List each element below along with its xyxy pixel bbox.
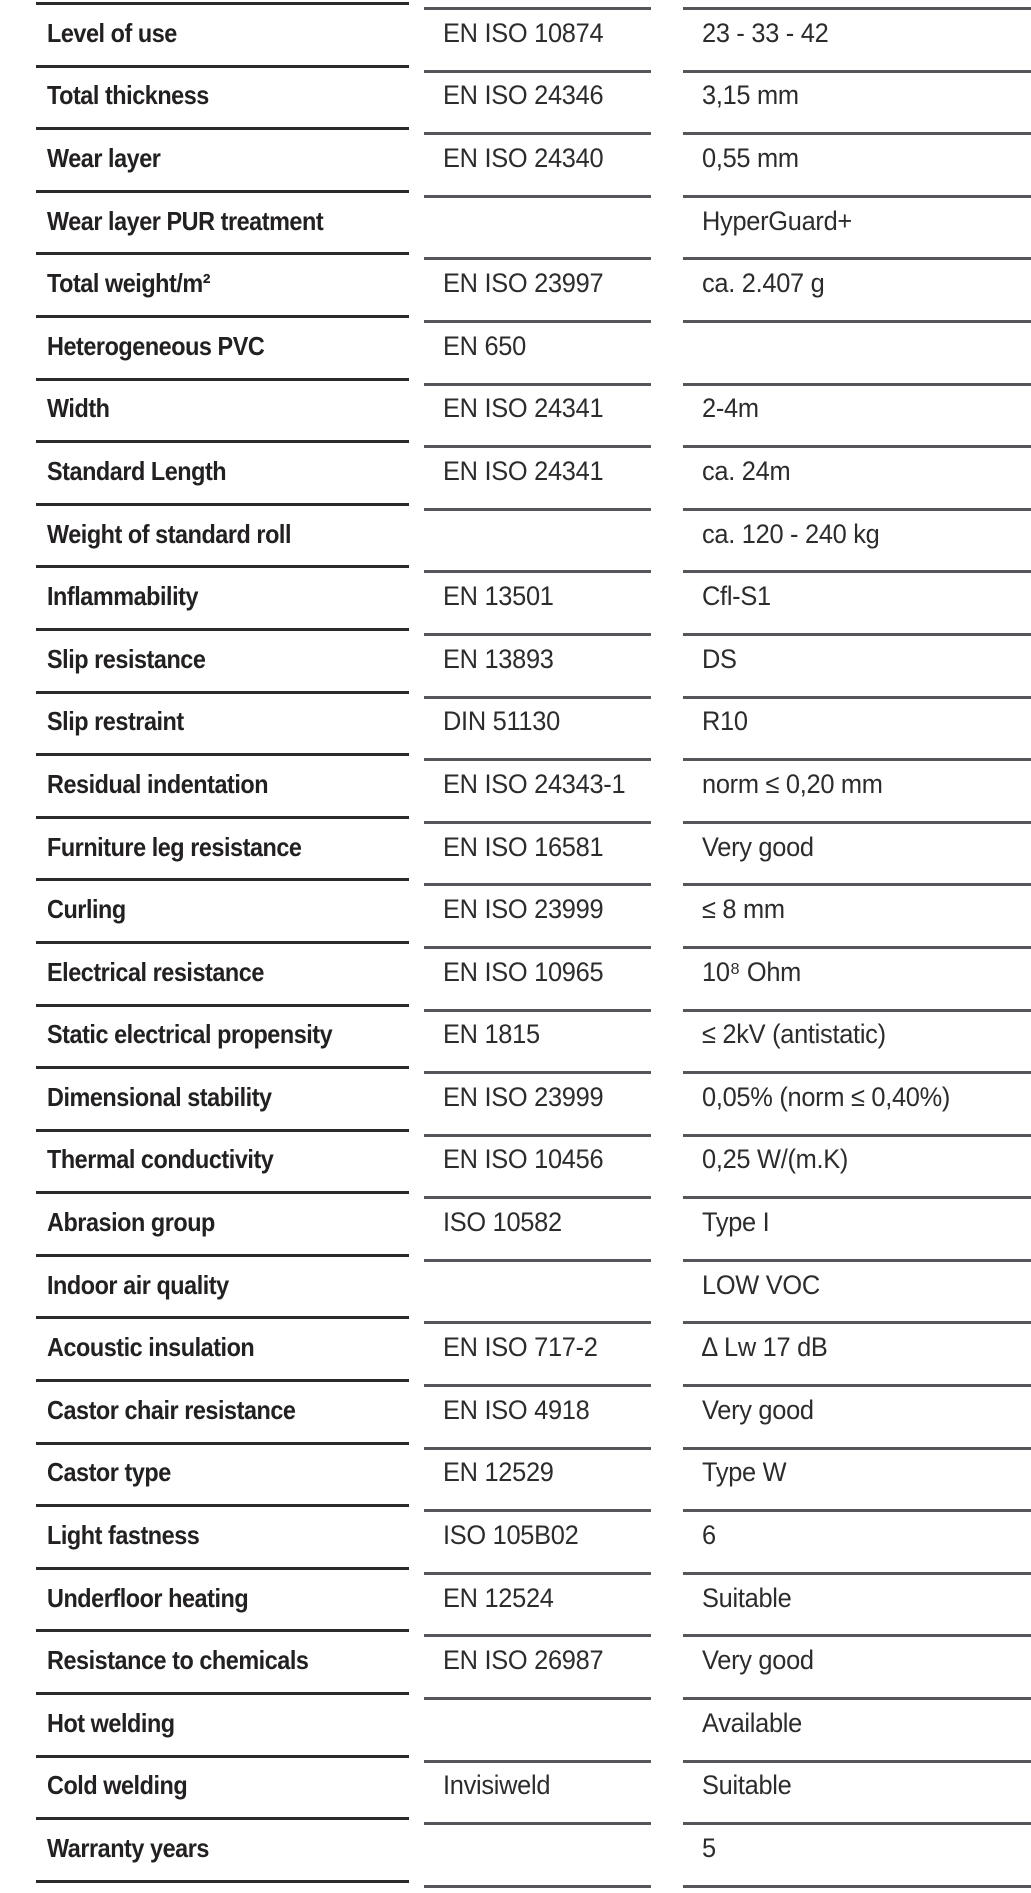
value-cell xyxy=(683,67,1031,130)
standard-cell xyxy=(424,1819,651,1882)
property-cell xyxy=(36,129,409,192)
table-row xyxy=(0,1131,1031,1194)
table-row xyxy=(0,567,1031,630)
property-cell xyxy=(36,1381,409,1444)
value-label: 2-4m xyxy=(702,393,759,424)
standard-cell xyxy=(424,505,651,568)
property-cell xyxy=(36,693,409,756)
property-label: Slip restraint xyxy=(47,706,184,737)
property-label: Electrical resistance xyxy=(47,956,264,987)
property-cell xyxy=(36,1694,409,1757)
standard-label: EN ISO 24343-1 xyxy=(443,768,626,799)
property-cell xyxy=(36,1318,409,1381)
standard-cell xyxy=(424,1006,651,1069)
value-cell xyxy=(683,1694,1031,1757)
property-label: Standard Length xyxy=(47,455,227,486)
standard-cell xyxy=(424,1068,651,1131)
property-cell xyxy=(36,880,409,943)
table-row xyxy=(0,630,1031,693)
value-label: 0,05% (norm ≤ 0,40%) xyxy=(702,1081,951,1112)
standard-cell xyxy=(424,192,651,255)
standard-label: EN ISO 24341 xyxy=(443,455,604,486)
standard-label: DIN 51130 xyxy=(443,706,560,737)
table-row xyxy=(0,1318,1031,1381)
standard-cell xyxy=(424,4,651,67)
property-label: Acoustic insulation xyxy=(47,1332,255,1363)
property-cell xyxy=(36,1131,409,1194)
value-label: DS xyxy=(702,643,737,674)
value-cell xyxy=(683,129,1031,192)
standard-cell xyxy=(424,880,651,943)
value-cell xyxy=(683,317,1031,380)
property-cell xyxy=(36,567,409,630)
property-label: Castor chair resistance xyxy=(47,1394,296,1425)
table-row xyxy=(0,1757,1031,1820)
standard-label: EN ISO 23997 xyxy=(443,268,604,299)
value-cell xyxy=(683,1193,1031,1256)
property-label: Wear layer PUR treatment xyxy=(47,205,324,236)
standard-cell xyxy=(424,1193,651,1256)
value-cell xyxy=(683,1444,1031,1507)
value-label: 23 - 33 - 42 xyxy=(702,17,829,48)
table-row xyxy=(0,1006,1031,1069)
property-cell xyxy=(36,442,409,505)
table-row xyxy=(0,755,1031,818)
table-row xyxy=(0,505,1031,568)
value-label: Cfl-S1 xyxy=(702,581,771,612)
value-cell xyxy=(683,1819,1031,1882)
value-label: HyperGuard+ xyxy=(702,205,852,236)
table-row xyxy=(0,1694,1031,1757)
property-label: Curling xyxy=(47,894,126,925)
standard-cell xyxy=(424,380,651,443)
value-label: 3,15 mm xyxy=(702,80,799,111)
value-cell xyxy=(683,192,1031,255)
standard-cell xyxy=(424,129,651,192)
property-label: Slip resistance xyxy=(47,643,206,674)
property-label: Resistance to chemicals xyxy=(47,1645,309,1676)
value-cell xyxy=(683,1569,1031,1632)
standard-label: ISO 105B02 xyxy=(443,1520,579,1551)
standard-label: EN ISO 23999 xyxy=(443,894,604,925)
standard-label: EN 13501 xyxy=(443,581,554,612)
standard-label: EN ISO 10874 xyxy=(443,17,604,48)
standard-label: EN ISO 16581 xyxy=(443,831,604,862)
table-row xyxy=(0,442,1031,505)
property-label: Dimensional stability xyxy=(47,1081,272,1112)
standard-label: EN 13893 xyxy=(443,643,554,674)
property-label: Total weight/m² xyxy=(47,268,211,299)
value-cell xyxy=(683,943,1031,1006)
property-cell xyxy=(36,1006,409,1069)
standard-cell xyxy=(424,755,651,818)
property-label: Indoor air quality xyxy=(47,1269,229,1300)
value-cell xyxy=(683,1318,1031,1381)
value-cell xyxy=(683,630,1031,693)
table-row xyxy=(0,818,1031,881)
standard-label: Invisiweld xyxy=(443,1770,551,1801)
value-cell xyxy=(683,254,1031,317)
value-cell xyxy=(683,4,1031,67)
value-label: Very good xyxy=(702,1645,814,1676)
table-row xyxy=(0,317,1031,380)
spec-table xyxy=(0,4,1031,1882)
table-row xyxy=(0,129,1031,192)
value-cell xyxy=(683,1131,1031,1194)
value-cell xyxy=(683,505,1031,568)
table-row xyxy=(0,67,1031,130)
table-row xyxy=(0,1256,1031,1319)
value-label: LOW VOC xyxy=(702,1269,820,1300)
property-label: Width xyxy=(47,393,110,424)
value-label: 5 xyxy=(702,1833,716,1864)
property-cell xyxy=(36,1193,409,1256)
property-label: Residual indentation xyxy=(47,768,269,799)
table-row xyxy=(0,1193,1031,1256)
table-row xyxy=(0,1819,1031,1882)
property-cell xyxy=(36,630,409,693)
table-row xyxy=(0,1631,1031,1694)
table-row xyxy=(0,693,1031,756)
value-cell xyxy=(683,818,1031,881)
value-label: R10 xyxy=(702,706,748,737)
value-label: Very good xyxy=(702,1394,814,1425)
property-label: Total thickness xyxy=(47,80,209,111)
property-cell xyxy=(36,755,409,818)
property-cell xyxy=(36,4,409,67)
value-label: 0,55 mm xyxy=(702,142,799,173)
standard-cell xyxy=(424,67,651,130)
standard-cell xyxy=(424,943,651,1006)
standard-cell xyxy=(424,1318,651,1381)
property-cell xyxy=(36,505,409,568)
property-label: Inflammability xyxy=(47,581,199,612)
property-cell xyxy=(36,317,409,380)
standard-label: EN 650 xyxy=(443,330,526,361)
table-row xyxy=(0,1381,1031,1444)
standard-cell xyxy=(424,1444,651,1507)
value-label: ca. 24m xyxy=(702,455,791,486)
value-cell xyxy=(683,1757,1031,1820)
standard-label: EN ISO 717-2 xyxy=(443,1332,598,1363)
standard-label: EN ISO 23999 xyxy=(443,1081,604,1112)
standard-cell xyxy=(424,1506,651,1569)
standard-cell xyxy=(424,1256,651,1319)
property-label: Furniture leg resistance xyxy=(47,831,302,862)
standard-label: EN 12524 xyxy=(443,1582,554,1613)
value-label: ca. 2.407 g xyxy=(702,268,825,299)
value-label: 0,25 W/(m.K) xyxy=(702,1144,849,1175)
value-cell xyxy=(683,1506,1031,1569)
value-label: 6 xyxy=(702,1520,716,1551)
value-label: Suitable xyxy=(702,1770,792,1801)
value-cell xyxy=(683,567,1031,630)
property-label: Castor type xyxy=(47,1457,171,1488)
standard-label: EN ISO 24341 xyxy=(443,393,604,424)
property-cell xyxy=(36,818,409,881)
standard-cell xyxy=(424,442,651,505)
standard-label: EN 1815 xyxy=(443,1019,540,1050)
property-label: Abrasion group xyxy=(47,1207,215,1238)
value-label: Type I xyxy=(702,1207,770,1238)
property-label: Weight of standard roll xyxy=(47,518,292,549)
standard-label: ISO 10582 xyxy=(443,1207,562,1238)
table-row xyxy=(0,380,1031,443)
table-row xyxy=(0,943,1031,1006)
property-label: Static electrical propensity xyxy=(47,1019,333,1050)
table-row xyxy=(0,1569,1031,1632)
standard-cell xyxy=(424,1757,651,1820)
table-row xyxy=(0,192,1031,255)
property-cell xyxy=(36,1506,409,1569)
property-label: Hot welding xyxy=(47,1707,175,1738)
value-label: Available xyxy=(702,1707,803,1738)
standard-label: EN 12529 xyxy=(443,1457,554,1488)
value-label: 10⁸ Ohm xyxy=(702,956,802,987)
value-cell xyxy=(683,1381,1031,1444)
property-cell xyxy=(36,192,409,255)
table-row xyxy=(0,1068,1031,1131)
table-row xyxy=(0,254,1031,317)
value-cell xyxy=(683,755,1031,818)
value-label: ≤ 2kV (antistatic) xyxy=(702,1019,886,1050)
standard-label: EN ISO 24346 xyxy=(443,80,604,111)
value-cell xyxy=(683,1631,1031,1694)
value-cell xyxy=(683,693,1031,756)
property-label: Underfloor heating xyxy=(47,1582,249,1613)
value-cell xyxy=(683,380,1031,443)
property-label: Level of use xyxy=(47,17,177,48)
value-cell xyxy=(683,442,1031,505)
table-row xyxy=(0,1506,1031,1569)
standard-label: EN ISO 4918 xyxy=(443,1394,590,1425)
value-label: ≤ 8 mm xyxy=(702,894,785,925)
standard-cell xyxy=(424,254,651,317)
property-cell xyxy=(36,254,409,317)
property-cell xyxy=(36,1569,409,1632)
standard-label: EN ISO 10965 xyxy=(443,956,604,987)
value-cell xyxy=(683,1006,1031,1069)
property-cell xyxy=(36,67,409,130)
value-label: Type W xyxy=(702,1457,787,1488)
property-label: Heterogeneous PVC xyxy=(47,330,265,361)
value-label: ∆ Lw 17 dB xyxy=(702,1332,828,1363)
standard-label: EN ISO 26987 xyxy=(443,1645,604,1676)
property-cell xyxy=(36,1256,409,1319)
property-label: Thermal conductivity xyxy=(47,1144,274,1175)
standard-label: EN ISO 24340 xyxy=(443,142,604,173)
standard-cell xyxy=(424,567,651,630)
standard-cell xyxy=(424,1631,651,1694)
standard-cell xyxy=(424,1131,651,1194)
value-label: Very good xyxy=(702,831,814,862)
property-cell xyxy=(36,1444,409,1507)
value-label: Suitable xyxy=(702,1582,792,1613)
property-label: Light fastness xyxy=(47,1520,200,1551)
value-label: ca. 120 - 240 kg xyxy=(702,518,880,549)
property-cell xyxy=(36,943,409,1006)
property-cell xyxy=(36,1068,409,1131)
value-label: norm ≤ 0,20 mm xyxy=(702,768,883,799)
standard-cell xyxy=(424,630,651,693)
property-cell xyxy=(36,1819,409,1882)
standard-cell xyxy=(424,693,651,756)
value-cell xyxy=(683,880,1031,943)
value-cell xyxy=(683,1068,1031,1131)
property-label: Cold welding xyxy=(47,1770,188,1801)
table-row xyxy=(0,1444,1031,1507)
table-row xyxy=(0,880,1031,943)
standard-cell xyxy=(424,317,651,380)
standard-cell xyxy=(424,1694,651,1757)
standard-cell xyxy=(424,1569,651,1632)
value-cell xyxy=(683,1256,1031,1319)
property-cell xyxy=(36,1631,409,1694)
standard-cell xyxy=(424,1381,651,1444)
property-cell xyxy=(36,380,409,443)
property-label: Warranty years xyxy=(47,1833,209,1864)
standard-cell xyxy=(424,818,651,881)
standard-label: EN ISO 10456 xyxy=(443,1144,604,1175)
property-cell xyxy=(36,1757,409,1820)
property-label: Wear layer xyxy=(47,142,161,173)
table-row xyxy=(0,4,1031,67)
